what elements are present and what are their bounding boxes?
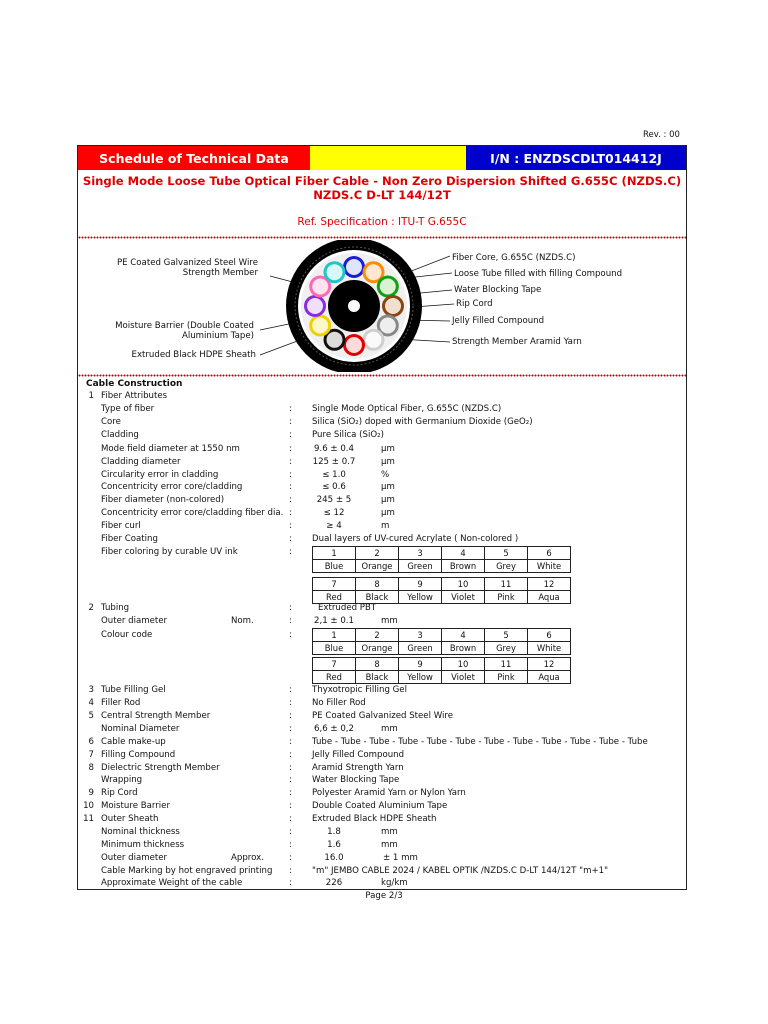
unit: mm [381,840,398,850]
row-label: Colour code [101,630,153,640]
numeric-value: 2,1 ± 0.1 [314,616,354,626]
colon: : [289,801,292,811]
unit: kg/km [381,878,408,888]
row-label: Fiber Coating [101,534,158,544]
row-value: Thyxotropic Filling Gel [312,685,407,695]
colon: : [289,521,292,531]
numeric-value: 1.8 [327,827,341,837]
row-value: Pure Silica (SiO₂) [312,430,384,440]
unit: ± 1 mm [383,853,418,863]
colon: : [289,470,292,480]
numeric-value: ≤ 12 [323,508,345,518]
numeric-value: ≤ 0.6 [322,482,346,492]
row-value: "m" JEMBO CABLE 2024 / KABEL OPTIK /NZDS.C D-LT 144/12T "m+1" [312,866,609,876]
numeric-value: 9.6 ± 0.4 [314,444,354,454]
row-label: Filling Compound [101,750,176,760]
row-label: Rip Cord [101,788,138,798]
row-label: Outer Sheath [101,814,159,824]
row-label: Cable Marking by hot engraved printing [101,866,273,876]
row-label: Mode field diameter at 1550 nm [101,444,240,454]
row-label: Concentricity error core/cladding [101,482,243,492]
colon: : [289,547,292,557]
numeric-value: 226 [325,878,343,888]
section-title: Cable Construction [86,379,183,389]
unit: µm [381,444,395,454]
colon: : [289,878,292,888]
row-number: 8 [88,763,94,773]
colon: : [289,457,292,467]
numeric-value: ≥ 4 [326,521,342,531]
product-code: NZDS.C D-LT 144/12T [313,188,451,202]
label-loose-tube: Loose Tube filled with filling Compound [454,269,623,279]
label-water-blocking: Water Blocking Tape [454,285,542,295]
row-label: Nominal Diameter [101,724,180,734]
unit: µm [381,482,395,492]
revision: Rev. : 00 [643,130,680,140]
colon: : [289,508,292,518]
colon: : [289,430,292,440]
colon: : [289,698,292,708]
row-number: 9 [88,788,94,798]
dotted-divider [78,374,686,377]
row-value: Extruded PBT [318,603,377,613]
page-number: Page 2/3 [365,891,403,901]
row-value: Polyester Aramid Yarn or Nylon Yarn [312,788,466,798]
row-label: Outer diameter [101,616,168,626]
label-moisture-barrier: Moisture Barrier (Double Coated Aluminium Tape) [115,321,254,341]
row-label: Type of fiber [101,404,155,414]
row-value: Extruded Black HDPE Sheath [312,814,437,824]
row-value: Single Mode Optical Fiber, G.655C (NZDS.C) [312,404,502,414]
tube-color-table-a: 1 2 3 4 5 6 Blue Orange Green Brown Grey White [312,628,571,655]
row-number: 3 [88,685,94,695]
row-label: Approximate Weight of the cable [101,878,243,888]
label-fiber-core: Fiber Core, G.655C (NZDS.C) [452,253,576,263]
row-number: 2 [88,603,94,613]
tube-color-table-b: 7 8 9 10 11 12 Red Black Yellow Violet Pink Aqua [312,657,571,684]
row-value: PE Coated Galvanized Steel Wire [312,711,454,721]
fiber-color-table-b: 7 8 9 10 11 12 Red Black Yellow Violet Pink Aqua [312,577,571,604]
row-number: 7 [88,750,94,760]
unit: % [381,470,390,480]
colon: : [289,814,292,824]
label-aramid-yarn: Strength Member Aramid Yarn [452,337,582,347]
yellow-banner [310,146,466,170]
colon: : [289,417,292,427]
numeric-value: 1.6 [327,840,341,850]
row-label: Concentricity error core/cladding fiber dia. [101,508,284,518]
row-label: Cladding diameter [101,457,181,467]
numeric-value: 16.0 [324,853,344,863]
row-label: Tubing [101,603,130,613]
row-qualifier: Approx. [231,853,264,863]
item-number-banner: I/N : ENZDSCDLT014412J [466,146,686,170]
numeric-value: 125 ± 0.7 [312,457,356,467]
unit: µm [381,508,395,518]
row-label: Fiber curl [101,521,141,531]
unit: mm [381,827,398,837]
row-value: Aramid Strength Yarn [312,763,404,773]
unit: µm [381,457,395,467]
label-steel-wire: PE Coated Galvanized Steel Wire Strength Member [116,258,258,278]
numeric-value: 245 ± 5 [316,495,352,505]
row-label: Core [101,417,121,427]
colon: : [289,534,292,544]
colon: : [289,630,292,640]
colon: : [289,482,292,492]
schedule-banner: Schedule of Technical Data [78,146,310,170]
row-label: Tube Filling Gel [101,685,166,695]
row-label: Fiber diameter (non-colored) [101,495,225,505]
label-jelly-compound: Jelly Filled Compound [452,316,545,326]
row-label: Fiber Attributes [101,391,168,401]
colon: : [289,840,292,850]
row-value: Tube - Tube - Tube - Tube - Tube - Tube - Tube - Tube - Tube - Tube - Tube - Tube [312,737,648,747]
row-label: Nominal thickness [101,827,180,837]
unit: m [381,521,390,531]
steel-wire [348,300,360,312]
colon: : [289,775,292,785]
unit: µm [381,495,395,505]
row-label: Cladding [101,430,139,440]
colon: : [289,853,292,863]
colon: : [289,685,292,695]
row-label: Wrapping [101,775,143,785]
row-label: Cable make-up [101,737,166,747]
colon: : [289,750,292,760]
row-label: Central Strength Member [101,711,211,721]
row-number: 5 [88,711,94,721]
row-label: Dielectric Strength Member [101,763,220,773]
row-number: 4 [88,698,94,708]
colon: : [289,404,292,414]
colon: : [289,866,292,876]
row-value: Water Blocking Tape [312,775,400,785]
row-label: Outer diameter [101,853,168,863]
row-number: 6 [88,737,94,747]
row-label: Fiber coloring by curable UV ink [101,547,238,557]
colon: : [289,788,292,798]
row-label: Moisture Barrier [101,801,171,811]
row-value: Double Coated Aluminium Tape [312,801,448,811]
colon: : [289,711,292,721]
colon: : [289,724,292,734]
colon: : [289,495,292,505]
row-number: 10 [83,801,94,811]
product-title: Single Mode Loose Tube Optical Fiber Cable - Non Zero Dispersion Shifted G.655C (NZDS.C) [82,174,682,188]
reference-spec: Ref. Specification : ITU-T G.655C [297,216,467,228]
colon: : [289,763,292,773]
colon: : [289,616,292,626]
unit: mm [381,616,398,626]
row-number: 1 [88,391,94,401]
colon: : [289,827,292,837]
row-value: Jelly Filled Compound [312,750,405,760]
row-label: Circularity error in cladding [101,470,219,480]
row-value: Silica (SiO₂) doped with Germanium Dioxide (GeO₂) [312,417,533,427]
dotted-divider [78,236,686,239]
row-number: 11 [83,814,94,824]
colon: : [289,444,292,454]
colon: : [289,737,292,747]
row-value: Dual layers of UV-cured Acrylate ( Non-colored ) [312,534,519,544]
unit: mm [381,724,398,734]
row-qualifier: Nom. [231,616,254,626]
numeric-value: 6,6 ± 0,2 [314,724,354,734]
row-label: Minimum thickness [101,840,185,850]
row-label: Filler Rod [101,698,141,708]
row-value: No Filler Rod [312,698,366,708]
label-hdpe-sheath: Extruded Black HDPE Sheath [131,350,256,360]
fiber-color-table-a: 1 2 3 4 5 6 Blue Orange Green Brown Grey White [312,546,571,573]
label-rip-cord: Rip Cord [456,299,493,309]
colon: : [289,603,292,613]
numeric-value: ≤ 1.0 [322,470,346,480]
